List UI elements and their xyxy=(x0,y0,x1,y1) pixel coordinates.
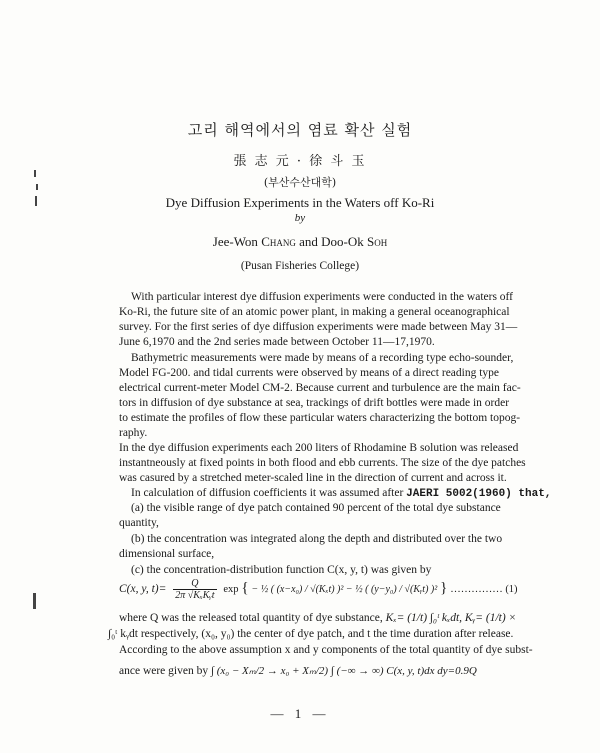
p1-line: survey. For the first series of dye diffusion experiments were made between May 31— xyxy=(119,321,518,333)
item-a-cont: quantity, xyxy=(119,517,159,529)
author1-family: Chang xyxy=(261,234,296,249)
eq1-lhs: C(x, y, t)= xyxy=(119,583,167,596)
author2-given: Doo-Ok xyxy=(321,234,364,249)
authors-english xyxy=(0,234,600,250)
authors-korean: 張 志 元 · 徐 斗 玉 xyxy=(233,154,367,169)
eq1-denominator: 2π √KₓKᵧt xyxy=(175,590,215,601)
reference-jaeri: JAERI 5002(1960) that, xyxy=(406,488,552,500)
eq1-numerator: Q xyxy=(173,578,216,590)
p2-line: raphy. xyxy=(119,427,148,439)
p1-line: June 6,1970 and the 2nd series made between October 11—17,1970. xyxy=(119,336,435,348)
by-label: by xyxy=(294,212,306,224)
item-b-cont: dimensional surface, xyxy=(119,548,215,560)
equation-2 xyxy=(119,664,477,698)
author2-family: Soh xyxy=(367,234,388,249)
margin-mark xyxy=(33,593,36,609)
eq1-exp: exp xyxy=(223,584,239,596)
p3-line: was casured by a stretched meter-scaled line in the direction of current and across it. xyxy=(119,472,507,484)
title-korean: 고리 해역에서의 염료 확산 실험 xyxy=(187,121,413,139)
p5-line: According to the above assumption x and y components of the total quantity of dye subst- xyxy=(119,644,533,656)
eq1-number: …………… (1) xyxy=(450,584,518,596)
where-line-1 xyxy=(119,611,516,626)
author1-given: Jee-Won xyxy=(212,234,258,249)
affiliation-korean: (부산수산대학) xyxy=(263,176,337,189)
where-line-2: ∫₀ᵗ kᵧdt respectively, (x₀, y₀) the center of dye patch, and t the time duration after release. xyxy=(108,628,514,640)
item-a: (a) the visible range of dye patch contained 90 percent of the total dye substance xyxy=(131,502,501,514)
eq1-brace-open: { xyxy=(241,580,249,597)
p2-line: tors in diffusion of dye substance at sea, trackings of drift bottles were made in order xyxy=(119,397,510,409)
p4-text: In calculation of diffusion coefficients it was assumed after xyxy=(131,487,404,499)
where-definitions: Kₓ= (1/t) ∫₀ᵗ kₓdt, Kᵧ= (1/t) × xyxy=(385,612,517,624)
item-b: (b) the concentration was integrated along the depth and distributed over the two xyxy=(131,533,503,545)
eq1-fraction xyxy=(173,578,216,601)
p1-line: With particular interest dye diffusion experiments were conducted in the waters off xyxy=(131,291,513,303)
p2-line: to estimate the profiles of flow these particular waters characterizing the bottom topog- xyxy=(119,412,521,424)
p1-line: Ko-Ri, the future site of an atomic power plant, in making a general oceanographical xyxy=(119,306,510,318)
p2-line: Bathymetric measurements were made by means of a recording type echo-sounder, xyxy=(131,352,514,364)
page-number: — 1 — xyxy=(270,706,330,721)
and-label: and xyxy=(299,234,318,249)
item-c: (c) the concentration-distribution function C(x, y, t) was given by xyxy=(131,564,432,576)
eq2-lead: ance were given by xyxy=(119,665,209,677)
eq1-brace-close: } xyxy=(440,580,448,597)
p3-line: instantneously at fixed points in both flood and ebb currents. The size of the dye patches xyxy=(119,457,526,469)
where-text: where Q was the released total quantity of dye substance, xyxy=(119,612,383,624)
eq1-exponent: − ½ ( (x−x₀) / √(Kₓt) )² − ½ ( (y−y₀) / √(Kᵧt) )² xyxy=(251,584,438,596)
affiliation-english: (Pusan Fisheries College) xyxy=(240,260,360,272)
p3-line: In the dye diffusion experiments each 200 liters of Rhodamine B solution was released xyxy=(119,442,519,454)
p4-line xyxy=(131,486,551,502)
p2-line: electrical current-meter Model CM-2. Because current and turbulence are the main fac- xyxy=(119,382,521,394)
equation-1 xyxy=(119,578,518,606)
p2-line: Model FG-200. and tidal currents were observed by means of a direct reading type xyxy=(119,367,500,379)
title-english: Dye Diffusion Experiments in the Waters off Ko-Ri xyxy=(165,195,435,210)
eq2-body: ∫ (x₀ − Xₘ/2 → x₀ + Xₘ/2) ∫ (−∞ → ∞) C(x, y, t)dx dy=0.9Q xyxy=(210,665,477,677)
